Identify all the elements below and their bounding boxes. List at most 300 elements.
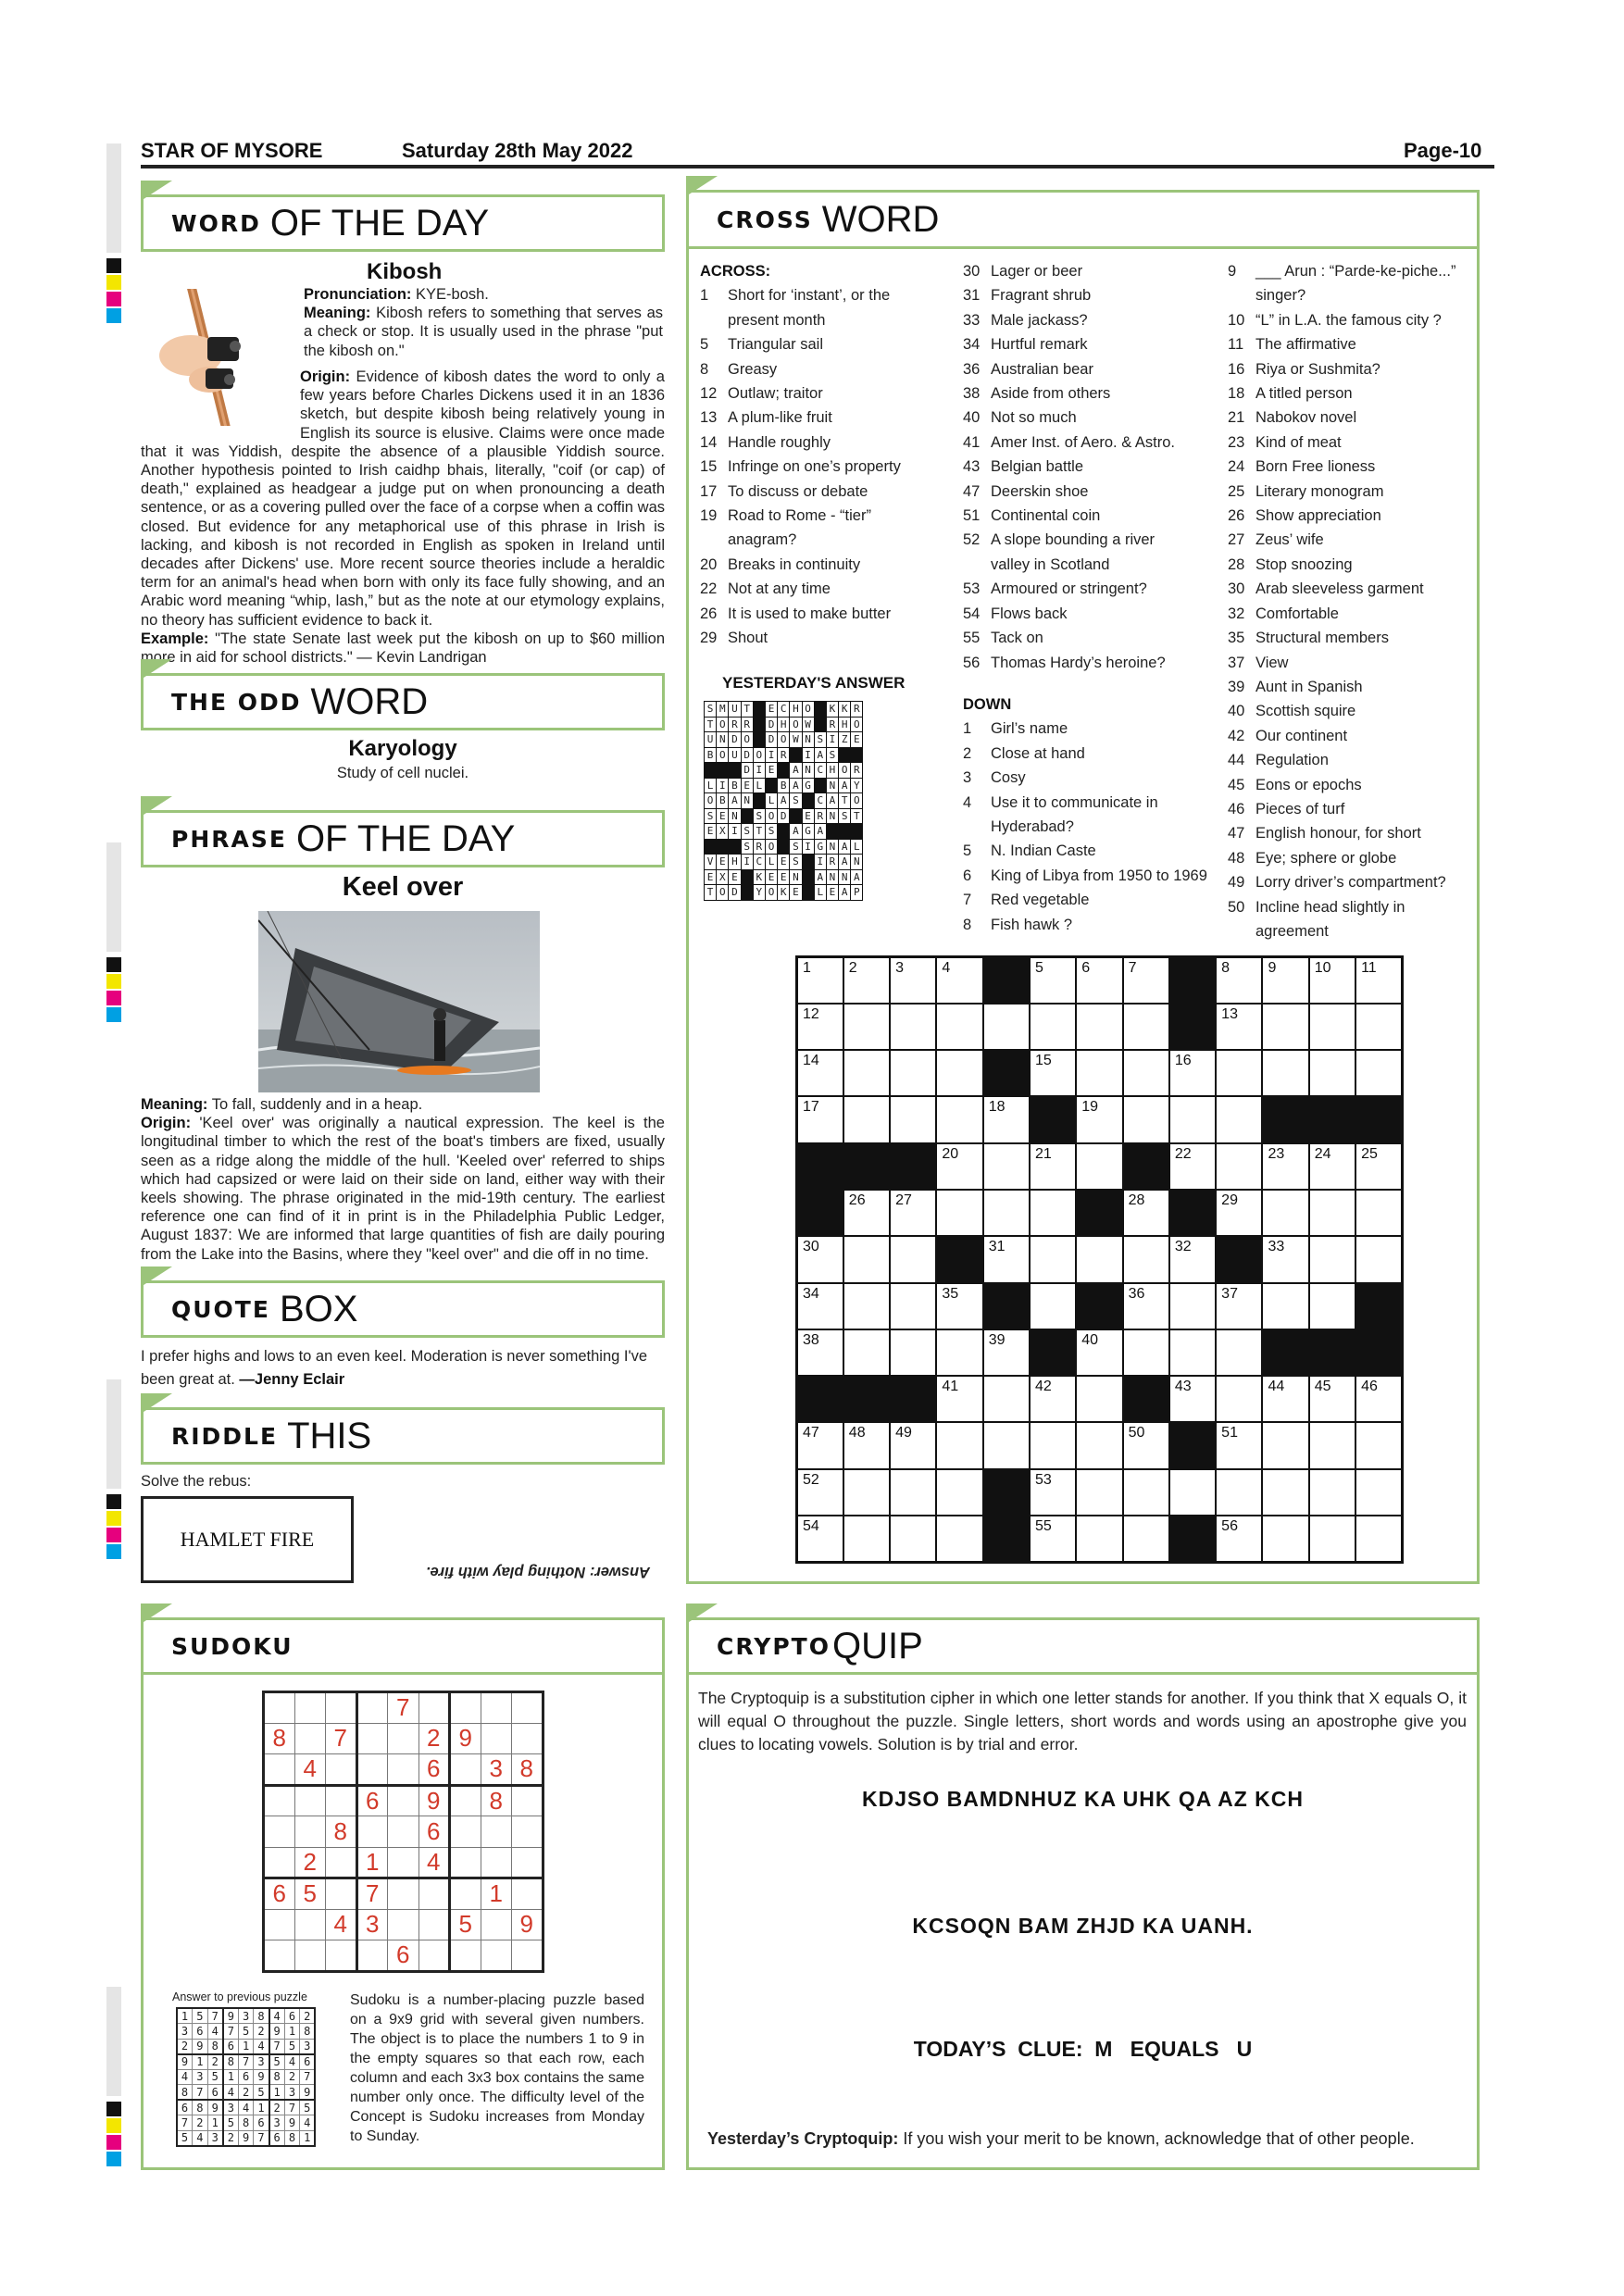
crossword-cell[interactable]: 15 bbox=[1030, 1050, 1076, 1096]
crossword-cell[interactable] bbox=[890, 1236, 936, 1282]
sudoku-cell[interactable] bbox=[481, 1692, 512, 1724]
answer-black-cell bbox=[814, 702, 826, 718]
crossword-cell[interactable] bbox=[890, 1516, 936, 1562]
sudoku-cell[interactable] bbox=[356, 1723, 388, 1754]
sudoku-cell[interactable] bbox=[418, 1940, 450, 1972]
riddle-answer-upside-down: Answer: Nothing play with fire. bbox=[426, 1564, 651, 1580]
answer-black-cell bbox=[717, 839, 729, 855]
crossword-cell[interactable]: 33 bbox=[1262, 1236, 1308, 1282]
previous-sudoku-cell: 5 bbox=[177, 2130, 193, 2146]
sudoku-cell[interactable] bbox=[450, 1785, 481, 1816]
sudoku-cell[interactable] bbox=[388, 1723, 419, 1754]
crossword-cell[interactable] bbox=[1076, 1516, 1122, 1562]
sudoku-cell[interactable] bbox=[326, 1785, 357, 1816]
clue-number: 47 bbox=[1228, 825, 1245, 842]
answer-cell: I bbox=[729, 824, 741, 840]
crossword-cell[interactable] bbox=[936, 1004, 982, 1050]
clue-text: To discuss or debate bbox=[728, 482, 868, 500]
crossword-cell[interactable] bbox=[1076, 1004, 1122, 1050]
sudoku-cell[interactable] bbox=[264, 1940, 295, 1972]
sudoku-cell[interactable] bbox=[450, 1940, 481, 1972]
crossword-cell[interactable] bbox=[1355, 1516, 1402, 1562]
crossword-cell[interactable] bbox=[1262, 1190, 1308, 1236]
sudoku-cell[interactable]: 2 bbox=[294, 1847, 326, 1878]
sudoku-cell[interactable]: 6 bbox=[264, 1878, 295, 1910]
sudoku-cell[interactable] bbox=[294, 1723, 326, 1754]
crossword-cell[interactable] bbox=[936, 1469, 982, 1516]
sudoku-cell[interactable]: 8 bbox=[264, 1723, 295, 1754]
crossword-cell[interactable] bbox=[1123, 1004, 1169, 1050]
sudoku-cell[interactable]: 2 bbox=[418, 1723, 450, 1754]
clue-text: Flows back bbox=[991, 605, 1068, 622]
header-big: THIS bbox=[287, 1415, 372, 1456]
crossword-cell[interactable]: 49 bbox=[890, 1422, 936, 1468]
sudoku-cell[interactable]: 4 bbox=[294, 1754, 326, 1786]
crossword-cell[interactable] bbox=[890, 1329, 936, 1376]
crossword-cell[interactable]: 39 bbox=[983, 1329, 1030, 1376]
answer-cell: I bbox=[765, 747, 777, 763]
crossword-cell[interactable] bbox=[936, 1096, 982, 1142]
crossword-cell[interactable]: 38 bbox=[797, 1329, 843, 1376]
clue bbox=[1228, 626, 1478, 650]
crossword-cell[interactable] bbox=[843, 1236, 890, 1282]
sudoku-cell[interactable] bbox=[294, 1692, 326, 1724]
clue bbox=[700, 308, 959, 332]
sudoku-cell[interactable] bbox=[356, 1754, 388, 1786]
answer-cell: O bbox=[765, 885, 777, 901]
crossword-cell[interactable] bbox=[1309, 1422, 1355, 1468]
crossword-cell[interactable] bbox=[983, 1143, 1030, 1190]
sudoku-cell[interactable] bbox=[326, 1692, 357, 1724]
crossword-cell[interactable] bbox=[983, 1190, 1030, 1236]
answer-cell: S bbox=[753, 808, 765, 824]
sudoku-cell[interactable] bbox=[326, 1754, 357, 1786]
sudoku-cell[interactable] bbox=[450, 1754, 481, 1786]
crossword-cell[interactable]: 27 bbox=[890, 1190, 936, 1236]
crossword-cell[interactable]: 50 bbox=[1123, 1422, 1169, 1468]
clue-list bbox=[1228, 259, 1478, 943]
crossword-cell[interactable] bbox=[1076, 1050, 1122, 1096]
crossword-cell[interactable] bbox=[1309, 1469, 1355, 1516]
sudoku-cell[interactable] bbox=[512, 1940, 543, 1972]
clue-number: 46 bbox=[1228, 800, 1245, 817]
sudoku-cell[interactable]: 4 bbox=[418, 1847, 450, 1878]
crossword-cell[interactable] bbox=[1169, 1096, 1216, 1142]
crossword-cell[interactable] bbox=[1262, 1004, 1308, 1050]
sudoku-cell[interactable] bbox=[418, 1692, 450, 1724]
previous-sudoku-cell: 9 bbox=[193, 2039, 208, 2054]
crossword-cell[interactable]: 34 bbox=[797, 1283, 843, 1329]
sudoku-cell[interactable] bbox=[481, 1816, 512, 1848]
crossword-cell[interactable]: 5 bbox=[1030, 957, 1076, 1004]
previous-sudoku-cell: 8 bbox=[193, 2100, 208, 2115]
crossword-cell[interactable]: 55 bbox=[1030, 1516, 1076, 1562]
crossword-cell[interactable]: 2 bbox=[843, 957, 890, 1004]
sudoku-cell[interactable]: 6 bbox=[388, 1940, 419, 1972]
sudoku-cell[interactable] bbox=[294, 1785, 326, 1816]
crossword-cell[interactable] bbox=[890, 1469, 936, 1516]
crossword-cell[interactable]: 47 bbox=[797, 1422, 843, 1468]
crossword-cell[interactable]: 32 bbox=[1169, 1236, 1216, 1282]
answer-cell: I bbox=[826, 732, 838, 748]
sudoku-cell[interactable]: 7 bbox=[388, 1692, 419, 1724]
crossword-cell[interactable] bbox=[1030, 1190, 1076, 1236]
crossword-cell[interactable] bbox=[843, 1329, 890, 1376]
crossword-cell[interactable] bbox=[1076, 1422, 1122, 1468]
sudoku-cell[interactable] bbox=[294, 1940, 326, 1972]
crossword-cell[interactable] bbox=[1309, 1236, 1355, 1282]
clue-number: 9 bbox=[1228, 263, 1237, 280]
crossword-black-cell bbox=[1216, 1236, 1262, 1282]
sudoku-cell[interactable]: 8 bbox=[512, 1754, 543, 1786]
crossword-cell[interactable]: 31 bbox=[983, 1236, 1030, 1282]
answer-cell: S bbox=[790, 793, 802, 809]
sudoku-cell[interactable]: 6 bbox=[418, 1816, 450, 1848]
crossword-cell[interactable] bbox=[1309, 1050, 1355, 1096]
answer-cell: O bbox=[778, 732, 790, 748]
sudoku-cell[interactable] bbox=[264, 1847, 295, 1878]
crossword-black-cell bbox=[1169, 1004, 1216, 1050]
crossword-cell[interactable]: 23 bbox=[1262, 1143, 1308, 1190]
crossword-cell[interactable]: 35 bbox=[936, 1283, 982, 1329]
crossword-cell[interactable] bbox=[1076, 1376, 1122, 1422]
clue-number: 47 bbox=[963, 482, 981, 500]
clue bbox=[963, 888, 1227, 912]
crossword-cell[interactable] bbox=[936, 1516, 982, 1562]
sudoku-cell[interactable] bbox=[356, 1692, 388, 1724]
crossword-cell[interactable]: 26 bbox=[843, 1190, 890, 1236]
clue-number: 5 bbox=[700, 336, 709, 354]
sudoku-cell[interactable]: 6 bbox=[418, 1754, 450, 1786]
sudoku-cell[interactable] bbox=[450, 1692, 481, 1724]
crossword-cell[interactable] bbox=[1030, 1004, 1076, 1050]
clue-text: valley in Scotland bbox=[991, 555, 1110, 573]
answer-cell: Z bbox=[839, 732, 851, 748]
sudoku-cell[interactable] bbox=[450, 1878, 481, 1910]
crossword-cell[interactable]: 12 bbox=[797, 1004, 843, 1050]
crossword-cell[interactable] bbox=[890, 1004, 936, 1050]
sudoku-cell[interactable] bbox=[294, 1909, 326, 1940]
crossword-cell[interactable] bbox=[1309, 1190, 1355, 1236]
sudoku-cell[interactable]: 7 bbox=[326, 1723, 357, 1754]
crossword-cell[interactable]: 44 bbox=[1262, 1376, 1308, 1422]
sudoku-cell[interactable]: 3 bbox=[356, 1909, 388, 1940]
sudoku-cell[interactable]: 5 bbox=[294, 1878, 326, 1910]
crossword-black-cell bbox=[1355, 1096, 1402, 1142]
clue-text: Fish hawk ? bbox=[991, 916, 1073, 933]
crossword-cell[interactable] bbox=[1262, 1050, 1308, 1096]
crossword-cell[interactable]: 20 bbox=[936, 1143, 982, 1190]
answer-cell: I bbox=[802, 747, 814, 763]
sudoku-cell[interactable]: 1 bbox=[356, 1847, 388, 1878]
sudoku-cell[interactable]: 1 bbox=[481, 1878, 512, 1910]
answer-cell: H bbox=[826, 763, 838, 779]
crossword-cell[interactable] bbox=[890, 1283, 936, 1329]
answer-black-cell bbox=[765, 778, 777, 793]
sudoku-cell[interactable] bbox=[388, 1909, 419, 1940]
crossword-cell[interactable]: 7 bbox=[1123, 957, 1169, 1004]
previous-sudoku-cell: 2 bbox=[177, 2039, 193, 2054]
sudoku-cell[interactable] bbox=[356, 1816, 388, 1848]
sudoku-cell[interactable] bbox=[326, 1847, 357, 1878]
crossword-cell[interactable] bbox=[1262, 1516, 1308, 1562]
sudoku-cell[interactable] bbox=[481, 1847, 512, 1878]
crossword-cell[interactable] bbox=[1262, 1283, 1308, 1329]
sudoku-cell[interactable] bbox=[481, 1909, 512, 1940]
clue-number: 51 bbox=[963, 507, 981, 525]
clue-number: 50 bbox=[1228, 898, 1245, 916]
crossword-cell[interactable] bbox=[936, 1050, 982, 1096]
rebus-box: HAMLET FIRE bbox=[141, 1496, 354, 1583]
crossword-cell[interactable]: 10 bbox=[1309, 957, 1355, 1004]
crossword-cell[interactable] bbox=[1216, 1096, 1262, 1142]
crossword-cell[interactable] bbox=[1169, 1469, 1216, 1516]
clue-number: 37 bbox=[1228, 654, 1245, 671]
crossword-cell[interactable]: 21 bbox=[1030, 1143, 1076, 1190]
crossword-cell[interactable]: 29 bbox=[1216, 1190, 1262, 1236]
crossword-cell[interactable]: 6 bbox=[1076, 957, 1122, 1004]
sudoku-cell[interactable] bbox=[326, 1940, 357, 1972]
crossword-cell[interactable] bbox=[843, 1516, 890, 1562]
crossword-cell[interactable]: 18 bbox=[983, 1096, 1030, 1142]
crossword-cell[interactable] bbox=[1355, 1469, 1402, 1516]
crossword-cell[interactable] bbox=[890, 1096, 936, 1142]
sudoku-cell[interactable] bbox=[264, 1816, 295, 1848]
flag-icon bbox=[141, 796, 172, 817]
crossword-cell[interactable]: 17 bbox=[797, 1096, 843, 1142]
clue-number bbox=[1228, 283, 1255, 307]
crossword-cell[interactable]: 4 bbox=[936, 957, 982, 1004]
sudoku-cell[interactable] bbox=[294, 1816, 326, 1848]
crossword-cell[interactable] bbox=[843, 1096, 890, 1142]
crossword-cell[interactable] bbox=[1123, 1050, 1169, 1096]
sudoku-cell[interactable]: 5 bbox=[450, 1909, 481, 1940]
sudoku-cell[interactable] bbox=[264, 1909, 295, 1940]
previous-sudoku-cell: 1 bbox=[238, 2039, 254, 2054]
sudoku-cell[interactable]: 8 bbox=[326, 1816, 357, 1848]
sudoku-cell[interactable] bbox=[512, 1785, 543, 1816]
crossword-cell[interactable] bbox=[1076, 1469, 1122, 1516]
crossword-cell[interactable]: 52 bbox=[797, 1469, 843, 1516]
sudoku-cell[interactable] bbox=[326, 1878, 357, 1910]
answer-cell: E bbox=[790, 885, 802, 901]
crossword-cell[interactable] bbox=[890, 1050, 936, 1096]
crossword-cell[interactable]: 13 bbox=[1216, 1004, 1262, 1050]
clue-number bbox=[700, 528, 728, 552]
crossword-cell[interactable] bbox=[983, 1376, 1030, 1422]
crossword-cell[interactable]: 48 bbox=[843, 1422, 890, 1468]
crossword-cell[interactable] bbox=[1169, 1283, 1216, 1329]
crossword-cell[interactable]: 54 bbox=[797, 1516, 843, 1562]
crossword-cell[interactable]: 24 bbox=[1309, 1143, 1355, 1190]
sudoku-cell[interactable]: 3 bbox=[481, 1754, 512, 1786]
crossword-cell[interactable] bbox=[1262, 1469, 1308, 1516]
registration-swatch bbox=[106, 2152, 121, 2166]
crossword-cell[interactable] bbox=[1123, 1516, 1169, 1562]
crossword-cell[interactable] bbox=[1076, 1143, 1122, 1190]
crossword-cell[interactable]: 25 bbox=[1355, 1143, 1402, 1190]
clue-text: King of Libya from 1950 to 1969 bbox=[991, 867, 1207, 884]
sudoku-cell[interactable] bbox=[512, 1847, 543, 1878]
crossword-cell[interactable]: 14 bbox=[797, 1050, 843, 1096]
clue-text: ___ Arun : “Parde-ke-piche...” bbox=[1255, 263, 1456, 280]
crossword-cell[interactable] bbox=[1355, 1236, 1402, 1282]
crossword-cell[interactable]: 1 bbox=[797, 957, 843, 1004]
crossword-cell[interactable] bbox=[1030, 1283, 1076, 1329]
crossword-cell[interactable] bbox=[1216, 1143, 1262, 1190]
sudoku-cell[interactable]: 9 bbox=[418, 1785, 450, 1816]
sudoku-cell[interactable] bbox=[512, 1723, 543, 1754]
crossword-cell[interactable]: 46 bbox=[1355, 1376, 1402, 1422]
crossword-cell[interactable] bbox=[1309, 1283, 1355, 1329]
sudoku-cell[interactable] bbox=[264, 1785, 295, 1816]
crossword-cell[interactable]: 56 bbox=[1216, 1516, 1262, 1562]
crossword-cell[interactable] bbox=[1262, 1422, 1308, 1468]
sudoku-cell[interactable]: 7 bbox=[356, 1878, 388, 1910]
crossword-cell[interactable] bbox=[1355, 1050, 1402, 1096]
crossword-cell[interactable] bbox=[1355, 1004, 1402, 1050]
clue bbox=[963, 913, 1227, 937]
crossword-cell[interactable] bbox=[936, 1329, 982, 1376]
sudoku-cell[interactable] bbox=[450, 1847, 481, 1878]
crossword-cell[interactable] bbox=[1216, 1050, 1262, 1096]
crossword-cell[interactable]: 3 bbox=[890, 957, 936, 1004]
clue-number: 41 bbox=[963, 433, 981, 451]
crossword-cell[interactable]: 36 bbox=[1123, 1283, 1169, 1329]
sudoku-cell[interactable] bbox=[388, 1816, 419, 1848]
crossword-cell[interactable]: 30 bbox=[797, 1236, 843, 1282]
sudoku-cell[interactable]: 9 bbox=[450, 1723, 481, 1754]
sudoku-cell[interactable] bbox=[418, 1909, 450, 1940]
crossword-cell[interactable]: 16 bbox=[1169, 1050, 1216, 1096]
answer-cell: N bbox=[826, 869, 838, 885]
answer-cell: O bbox=[717, 717, 729, 732]
crossword-cell[interactable]: 45 bbox=[1309, 1376, 1355, 1422]
clue bbox=[963, 839, 1227, 863]
answer-cell: N bbox=[826, 778, 838, 793]
answer-cell: N bbox=[729, 808, 741, 824]
yesterday-solution: If you wish your merit to be known, acknowledge that of other people. bbox=[898, 2129, 1415, 2148]
sudoku-cell[interactable]: 9 bbox=[512, 1909, 543, 1940]
crossword-cell[interactable]: 28 bbox=[1123, 1190, 1169, 1236]
previous-sudoku-cell: 3 bbox=[223, 2100, 239, 2115]
crossword-cell[interactable] bbox=[983, 1422, 1030, 1468]
crossword-cell[interactable] bbox=[1309, 1516, 1355, 1562]
crossword-cell[interactable] bbox=[1216, 1469, 1262, 1516]
crossword-cell[interactable] bbox=[843, 1283, 890, 1329]
crossword-cell[interactable] bbox=[1309, 1004, 1355, 1050]
sudoku-cell[interactable] bbox=[512, 1878, 543, 1910]
sudoku-cell[interactable] bbox=[450, 1816, 481, 1848]
crossword-cell[interactable] bbox=[843, 1004, 890, 1050]
clue bbox=[963, 717, 1227, 741]
quote: I prefer highs and lows to an even keel. Moderation is never something I've been great at. bbox=[141, 1348, 648, 1388]
crossword-cell[interactable]: 51 bbox=[1216, 1422, 1262, 1468]
previous-sudoku-cell: 3 bbox=[238, 2008, 254, 2024]
crossword-cell[interactable]: 22 bbox=[1169, 1143, 1216, 1190]
crossword-black-cell bbox=[1123, 1143, 1169, 1190]
crossword-cell[interactable] bbox=[1076, 1236, 1122, 1282]
answer-cell: T bbox=[705, 885, 717, 901]
crossword-cell[interactable]: 42 bbox=[1030, 1376, 1076, 1422]
crossword-cell[interactable]: 41 bbox=[936, 1376, 982, 1422]
crossword-cell[interactable] bbox=[1216, 1376, 1262, 1422]
crossword-cell[interactable]: 8 bbox=[1216, 957, 1262, 1004]
crossword-black-cell bbox=[983, 1283, 1030, 1329]
answer-cell: A bbox=[729, 793, 741, 809]
answer-cell: W bbox=[802, 717, 814, 732]
previous-sudoku-cell: 3 bbox=[269, 2115, 285, 2131]
crossword-cell[interactable] bbox=[1123, 1329, 1169, 1376]
crossword-cell[interactable] bbox=[1216, 1329, 1262, 1376]
crossword-cell[interactable] bbox=[983, 1004, 1030, 1050]
crossword-cell[interactable]: 40 bbox=[1076, 1329, 1122, 1376]
crossword-cell[interactable]: 11 bbox=[1355, 957, 1402, 1004]
clue bbox=[700, 480, 959, 504]
crossword-cell[interactable] bbox=[936, 1190, 982, 1236]
crossword-cell[interactable] bbox=[1169, 1329, 1216, 1376]
sudoku-cell[interactable] bbox=[388, 1847, 419, 1878]
crossword-cell[interactable] bbox=[1123, 1096, 1169, 1142]
answer-cell: U bbox=[729, 747, 741, 763]
sudoku-cell[interactable]: 8 bbox=[481, 1785, 512, 1816]
sudoku-cell[interactable] bbox=[388, 1785, 419, 1816]
sudoku-cell[interactable] bbox=[418, 1878, 450, 1910]
clue-text: Incline head slightly in bbox=[1255, 898, 1405, 916]
odd-word-title: Karyology bbox=[348, 736, 457, 761]
sudoku-cell[interactable]: 6 bbox=[356, 1785, 388, 1816]
crossword-cell[interactable] bbox=[936, 1422, 982, 1468]
crossword-cell[interactable] bbox=[1355, 1422, 1402, 1468]
answer-cell: O bbox=[741, 732, 753, 748]
clue-text: Stop snoozing bbox=[1255, 555, 1353, 573]
crossword-cell[interactable]: 43 bbox=[1169, 1376, 1216, 1422]
answer-cell: L bbox=[765, 855, 777, 870]
crossword-cell[interactable]: 37 bbox=[1216, 1283, 1262, 1329]
crossword-cell[interactable] bbox=[843, 1469, 890, 1516]
crossword-cell[interactable] bbox=[1355, 1190, 1402, 1236]
capsized-boat-photo bbox=[258, 911, 540, 1092]
crossword-cell[interactable]: 19 bbox=[1076, 1096, 1122, 1142]
sudoku-cell[interactable] bbox=[388, 1754, 419, 1786]
crossword-cell[interactable] bbox=[1123, 1469, 1169, 1516]
registration-swatch bbox=[106, 991, 121, 1005]
clue bbox=[963, 766, 1227, 790]
sudoku-cell[interactable] bbox=[356, 1940, 388, 1972]
crossword-cell[interactable]: 9 bbox=[1262, 957, 1308, 1004]
sudoku-cell[interactable] bbox=[512, 1816, 543, 1848]
sudoku-cell[interactable] bbox=[264, 1754, 295, 1786]
clue-text: Use it to communicate in bbox=[991, 793, 1158, 811]
previous-sudoku-cell: 7 bbox=[238, 2054, 254, 2070]
clue-text: Literary monogram bbox=[1255, 482, 1384, 500]
sudoku-cell[interactable] bbox=[388, 1878, 419, 1910]
clue-text: Not so much bbox=[991, 409, 1077, 427]
crossword-cell[interactable] bbox=[1030, 1236, 1076, 1282]
crossword-cell[interactable] bbox=[843, 1050, 890, 1096]
crossword-black-cell bbox=[983, 957, 1030, 1004]
sudoku-cell[interactable]: 4 bbox=[326, 1909, 357, 1940]
sudoku-cell[interactable] bbox=[512, 1692, 543, 1724]
sudoku-cell[interactable] bbox=[481, 1723, 512, 1754]
sudoku-cell[interactable] bbox=[264, 1692, 295, 1724]
sudoku-cell[interactable] bbox=[481, 1940, 512, 1972]
crossword-cell[interactable] bbox=[1030, 1422, 1076, 1468]
clue-number: 40 bbox=[963, 409, 981, 427]
clue-text: Handle roughly bbox=[728, 433, 831, 451]
crossword-cell[interactable] bbox=[1123, 1236, 1169, 1282]
crossword-cell[interactable]: 53 bbox=[1030, 1469, 1076, 1516]
